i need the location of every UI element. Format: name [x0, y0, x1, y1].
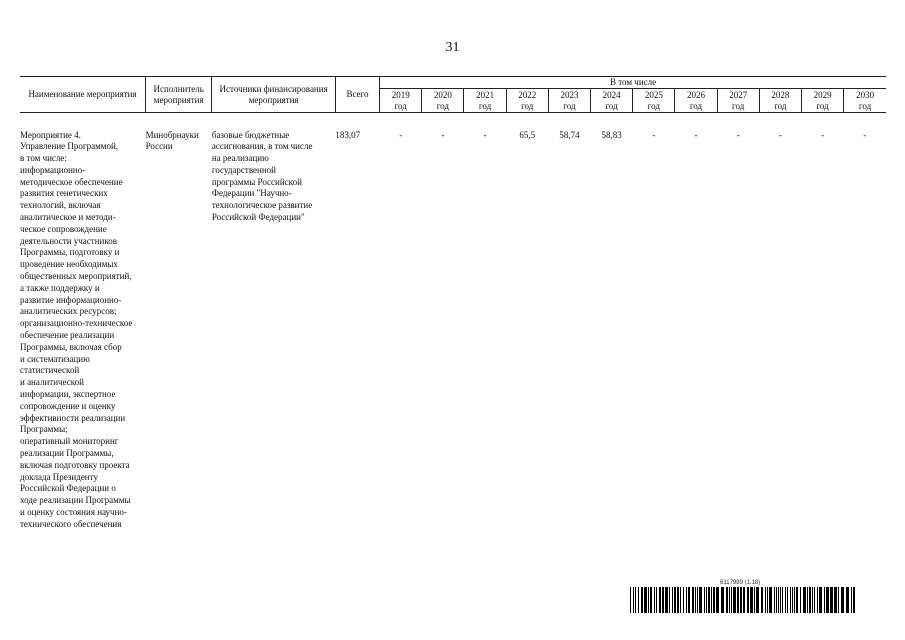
barcode-bar	[809, 587, 811, 613]
year-label: 2027	[729, 89, 748, 100]
cell-year-value: -	[778, 129, 782, 140]
barcode-bar	[817, 587, 818, 613]
col-header-sources: Источники финансирования мероприятия	[212, 77, 336, 113]
year-label: 2024	[602, 89, 621, 100]
event-name-line: Программы;	[20, 424, 68, 435]
event-name-line: включая подготовку проекта	[20, 459, 130, 470]
year-unit-label: год	[689, 100, 703, 111]
barcode-bar	[803, 587, 806, 613]
barcode-image	[630, 587, 858, 613]
cell-year-value: -	[441, 129, 445, 140]
event-name-line: развития генетических	[20, 188, 108, 199]
event-name-line: общественных мероприятий,	[20, 271, 132, 282]
event-name-line: аналитическое и методи-	[20, 212, 116, 223]
event-name-line: а также поддержку и	[20, 282, 100, 293]
year-label: 2020	[433, 89, 452, 100]
event-name-line: методическое обеспечение	[20, 176, 123, 187]
col-header-name: Наименование мероприятия	[20, 77, 146, 113]
event-name-line: ходе реализации Программы	[20, 495, 131, 506]
event-name-line: в том числе:	[20, 153, 67, 164]
barcode-bar	[796, 587, 798, 613]
barcode-bar	[729, 587, 730, 613]
barcode-bar	[767, 587, 768, 613]
year-label: 2029	[813, 89, 832, 100]
barcode-bar	[778, 587, 779, 613]
col-header-year	[633, 89, 675, 113]
barcode-bar	[669, 587, 670, 613]
barcode-bar	[711, 587, 712, 613]
barcode-bar	[769, 587, 772, 613]
funding-source-line: государственной	[211, 164, 277, 175]
barcode-bar	[688, 587, 690, 613]
barcode-bar	[819, 587, 822, 613]
col-header-executor: Исполнитель мероприятия	[146, 77, 212, 113]
year-label: 2025	[644, 89, 663, 100]
cell-year-value: -	[652, 129, 656, 140]
barcode-bar	[743, 587, 745, 613]
barcode-bar	[765, 587, 766, 613]
barcode-bar	[697, 587, 698, 613]
event-name-line: эффективности реализации	[20, 412, 126, 423]
cell-event-name	[20, 130, 146, 531]
year-unit-label: год	[816, 100, 829, 111]
event-name-line: информационно-	[20, 164, 86, 175]
year-unit-label: год	[605, 100, 618, 111]
funding-source-line: базовые бюджетные	[211, 129, 290, 140]
executor-line: России	[145, 141, 173, 152]
barcode-bar	[838, 587, 839, 613]
year-unit-label: год	[394, 100, 407, 111]
col-header-year	[422, 89, 464, 113]
cell-year-value: 58,83	[601, 129, 622, 140]
cell-year-value: -	[821, 129, 825, 140]
event-name-line: обеспечение реализации	[20, 330, 115, 341]
barcode-bar	[733, 587, 736, 613]
event-name-line: технологий, включая	[20, 200, 101, 211]
event-name-line: информации, экспертное	[20, 389, 116, 400]
barcode-bar	[800, 587, 801, 613]
barcode-bar	[704, 587, 705, 613]
event-name-line: аналитических ресурсов;	[20, 306, 117, 317]
event-name-line: проведение необходимых	[20, 259, 118, 270]
col-header-year	[759, 89, 801, 113]
barcode-bar	[824, 587, 825, 613]
event-name-line: Программы, включая сбор	[20, 341, 122, 352]
event-name-line: и оценку состояния научно-	[20, 507, 127, 517]
cell-year-value: -	[483, 129, 487, 140]
event-name-line: Мероприятие 4.	[20, 129, 81, 140]
barcode-bar	[630, 587, 631, 613]
page-number: 31	[445, 40, 460, 55]
col-header-year	[675, 89, 717, 113]
barcode-bar	[644, 587, 647, 613]
event-name-line: статистической	[20, 365, 80, 376]
barcode-bar	[721, 587, 724, 613]
barcode-bar	[814, 587, 815, 613]
barcode-bar	[756, 587, 759, 613]
year-label: 2022	[518, 89, 537, 100]
barcode-bar	[695, 587, 696, 613]
year-unit-label: год	[858, 100, 872, 111]
event-name-line: развитие информационно-	[20, 294, 122, 305]
cell-year-value: -	[399, 129, 403, 140]
barcode-bar	[648, 587, 649, 613]
barcode-bar	[787, 587, 788, 613]
cell-year-value: 58,74	[559, 129, 580, 140]
year-unit-label: год	[647, 100, 660, 111]
barcode-bar	[665, 587, 668, 613]
event-name-line: организационно-техническое	[20, 318, 133, 329]
barcode-bar	[641, 587, 643, 613]
barcode-bar	[782, 587, 783, 613]
barcode	[630, 580, 858, 614]
barcode-bar	[683, 587, 684, 613]
barcode-bar	[794, 587, 795, 613]
barcode-bar	[713, 587, 715, 613]
barcode-bar	[826, 587, 829, 613]
barcode-bar	[731, 587, 732, 613]
year-label: 2028	[771, 89, 790, 100]
barcode-bar	[656, 587, 657, 613]
event-name-line: Управление Программой,	[20, 141, 119, 152]
barcode-bar	[754, 587, 755, 613]
barcode-bar	[851, 587, 852, 613]
barcode-bar	[716, 587, 719, 613]
event-name-line: деятельности участников	[20, 235, 118, 246]
barcode-bar	[830, 587, 833, 613]
year-label: 2026	[687, 89, 705, 100]
barcode-bar	[785, 587, 786, 613]
cell-year-value: -	[736, 129, 740, 140]
col-header-year	[548, 89, 590, 113]
executor-line: Минобрнауки	[145, 129, 199, 140]
col-header-year	[591, 89, 633, 113]
funding-source-line: программы Российской	[211, 176, 302, 187]
event-name-line: Российской Федерации о	[20, 483, 116, 494]
cell-total: 183,07	[335, 129, 361, 140]
barcode-bar	[747, 587, 749, 613]
barcode-bar	[774, 587, 775, 613]
barcode-bar	[841, 587, 844, 613]
year-label: 2023	[560, 89, 579, 100]
event-name-line: оперативный мониторинг	[20, 436, 119, 447]
barcode-bar	[790, 587, 791, 613]
year-unit-label: год	[563, 100, 576, 111]
event-name-line: ческое сопровождение	[20, 223, 107, 234]
barcode-bar	[846, 587, 849, 613]
barcode-bar	[692, 587, 694, 613]
financing-table	[20, 76, 886, 531]
barcode-bar	[686, 587, 687, 613]
barcode-bar	[740, 587, 742, 613]
col-header-year	[844, 89, 886, 113]
col-header-year	[506, 89, 548, 113]
barcode-bar	[750, 587, 753, 613]
barcode-bar	[699, 587, 702, 613]
barcode-bar	[635, 587, 636, 613]
table-row	[20, 130, 886, 531]
col-header-year	[464, 89, 506, 113]
barcode-bar	[737, 587, 739, 613]
event-name-line: и аналитической	[20, 377, 84, 388]
year-unit-label: год	[478, 100, 492, 111]
barcode-bar	[780, 587, 781, 613]
barcode-bar	[726, 587, 728, 613]
col-header-year	[380, 89, 422, 113]
barcode-bar	[662, 587, 664, 613]
col-header-year	[717, 89, 759, 113]
col-header-including: В том числе	[380, 77, 886, 89]
barcode-bar	[680, 587, 681, 613]
year-unit-label: год	[732, 100, 745, 111]
barcode-bar	[650, 587, 652, 613]
barcode-bar	[761, 587, 763, 613]
cell-funding-source	[212, 130, 336, 531]
funding-source-line: технологическое развитие	[211, 200, 313, 211]
funding-source-line: ассигнования, в том числе	[211, 141, 313, 152]
barcode-bar	[807, 587, 808, 613]
event-name-line: и систематизацию	[20, 353, 90, 364]
funding-source-line: Российской Федерации"	[211, 212, 305, 223]
barcode-bar	[776, 587, 777, 613]
year-unit-label: год	[521, 100, 534, 111]
barcode-label: 6117989 (1.18)	[720, 580, 761, 586]
cell-executor	[146, 130, 212, 531]
barcode-bar	[834, 587, 837, 613]
cell-year-value: -	[694, 129, 698, 140]
year-unit-label: год	[774, 100, 787, 111]
event-name-line: Программы, подготовку и	[20, 247, 120, 258]
cell-year-value: -	[863, 129, 867, 140]
event-name-line: технического обеспечения	[20, 518, 122, 529]
barcode-bar	[674, 587, 676, 613]
year-unit-label: год	[436, 100, 450, 111]
event-name-line: сопровождение и оценку	[20, 400, 116, 411]
barcode-bar	[706, 587, 707, 613]
col-header-year	[801, 89, 843, 113]
cell-year-value: 65,5	[519, 129, 536, 140]
event-name-line: реализации Программы,	[20, 448, 114, 459]
barcode-bar	[812, 587, 813, 613]
funding-source-line: на реализацию	[211, 153, 269, 164]
col-header-total: Всего	[335, 77, 379, 113]
barcode-bar	[792, 587, 793, 613]
barcode-bar	[677, 587, 679, 613]
barcode-bar	[659, 587, 661, 613]
barcode-bar	[672, 587, 673, 613]
event-name-line: доклада Президенту	[20, 471, 98, 482]
year-label: 2021	[476, 89, 495, 100]
barcode-bar	[708, 587, 710, 613]
funding-source-line: Федерации "Научно-	[211, 188, 292, 199]
barcode-bar	[633, 587, 634, 613]
barcode-bar	[638, 587, 639, 613]
barcode-bar	[853, 587, 855, 613]
year-label: 2019	[391, 89, 410, 100]
year-label: 2030	[856, 89, 875, 100]
barcode-bar	[654, 587, 655, 613]
